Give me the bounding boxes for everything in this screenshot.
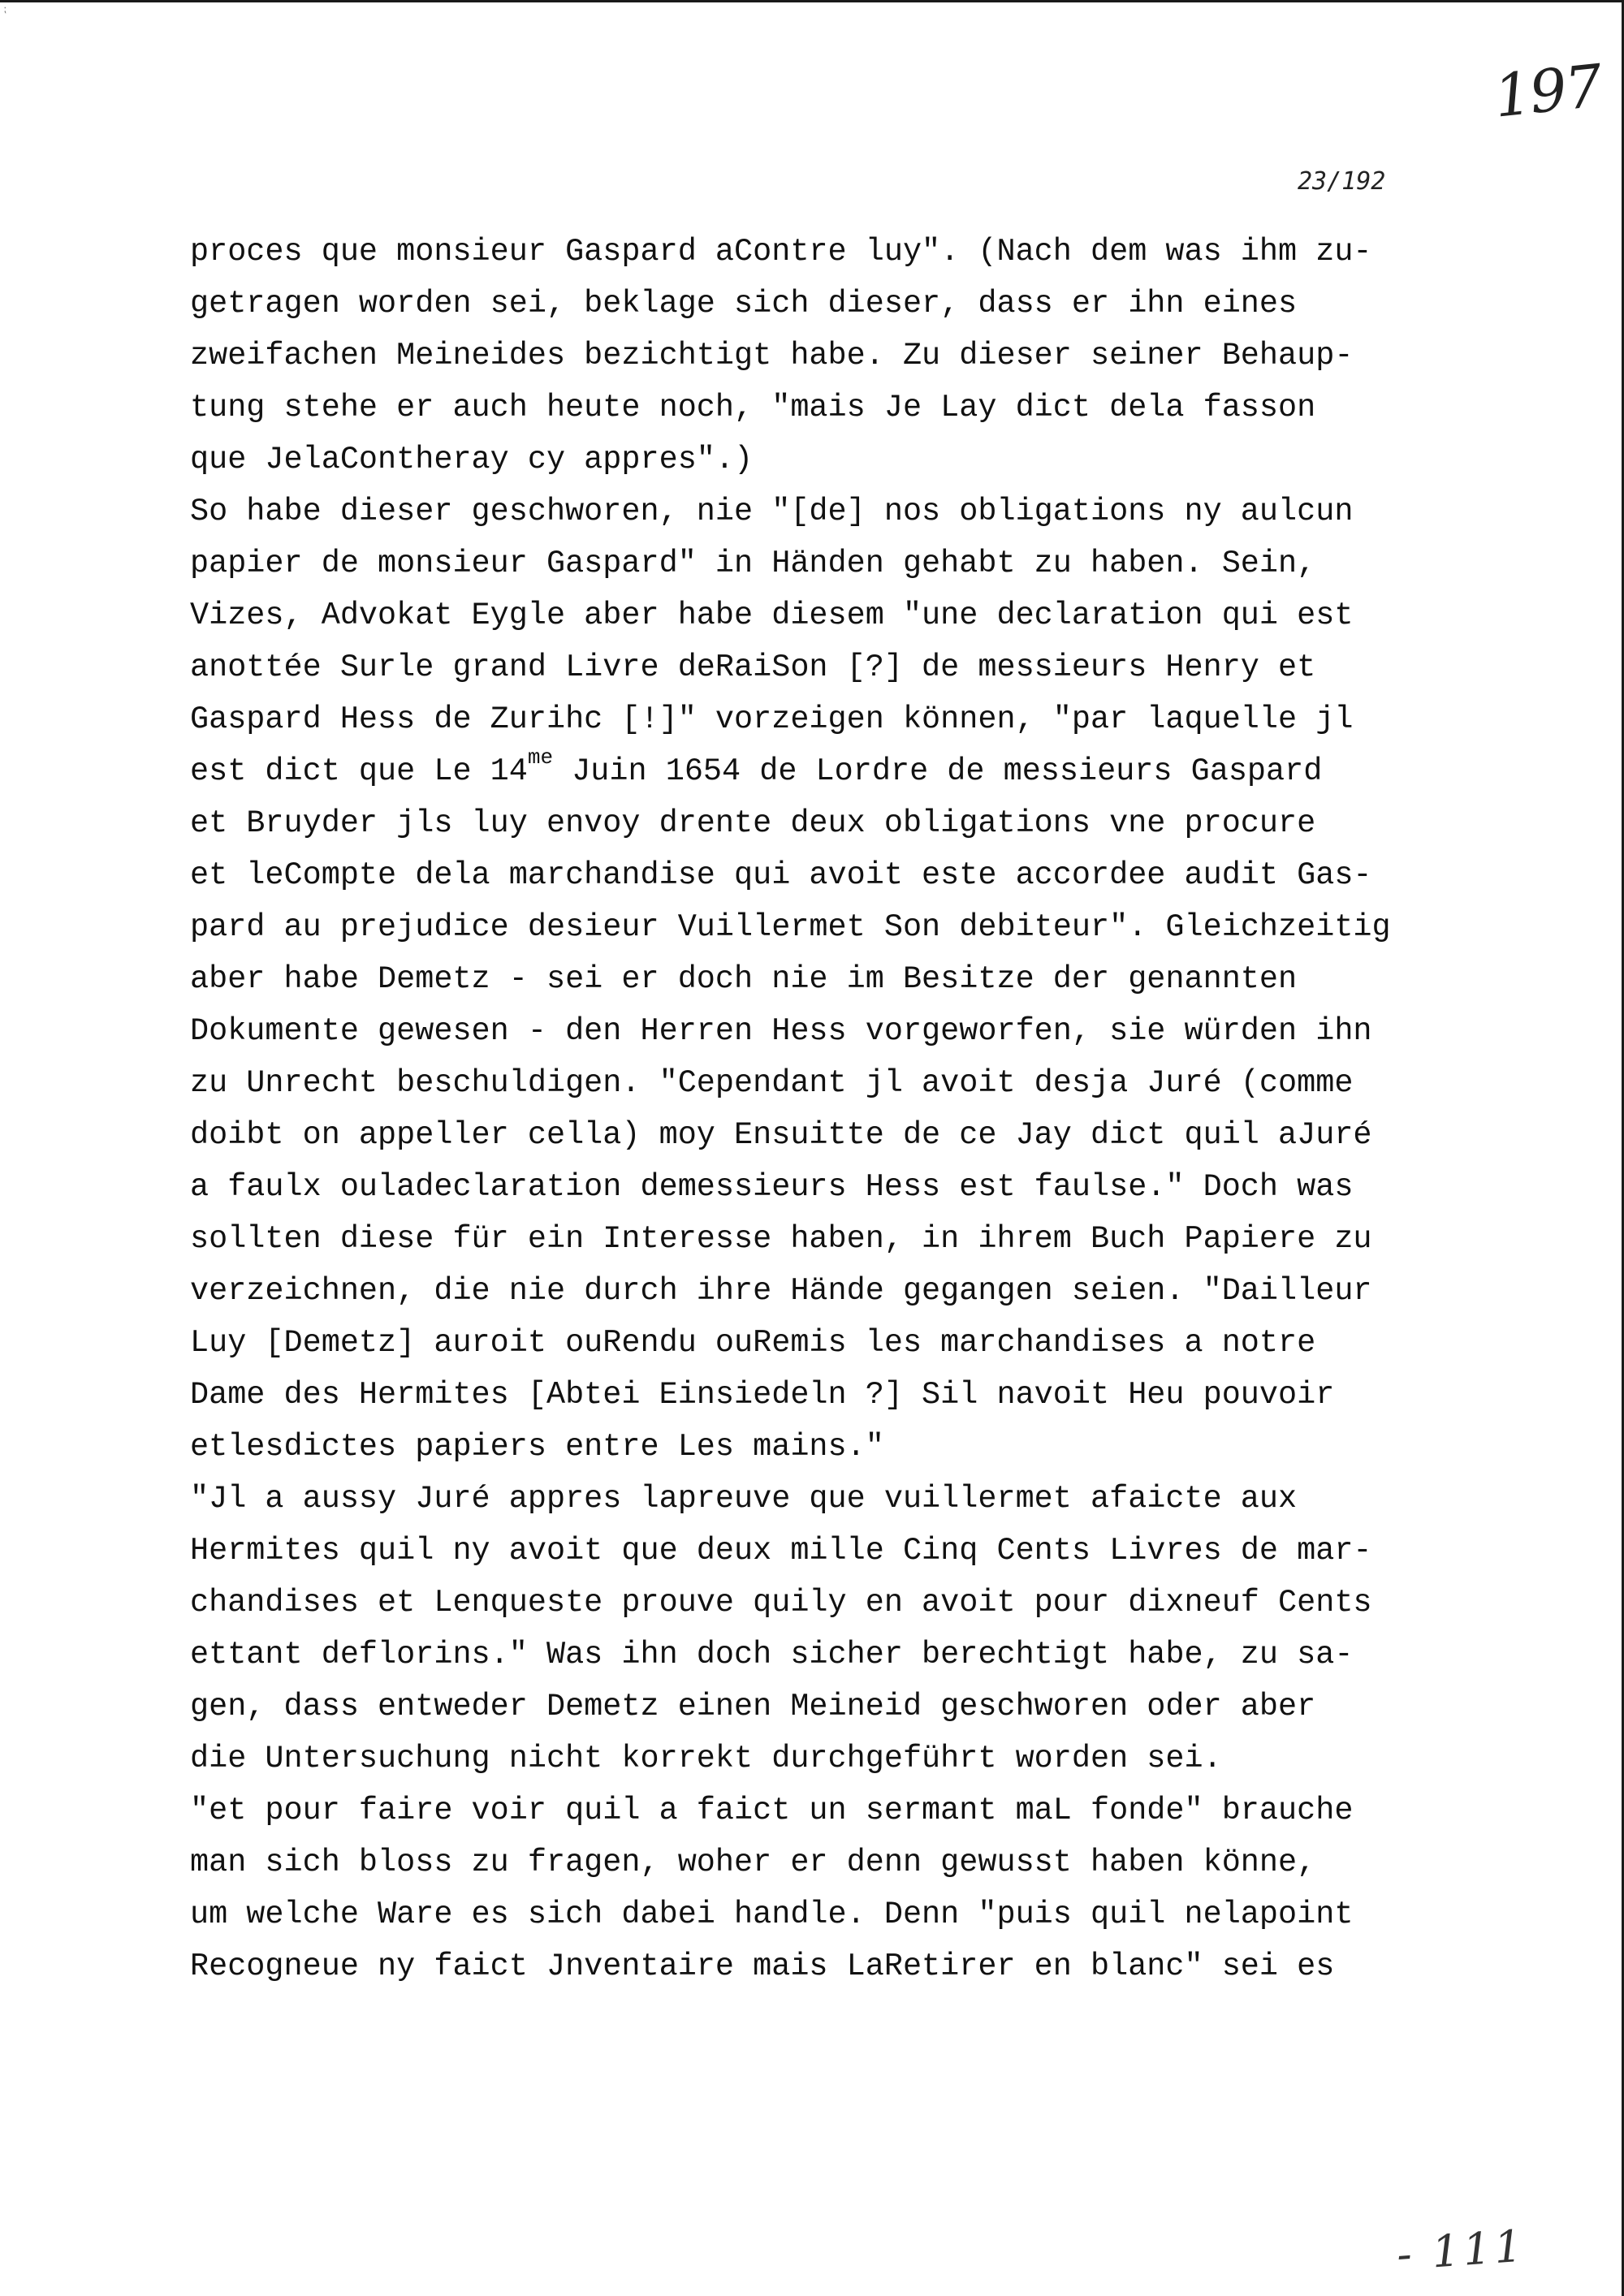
text-line: que JelaContheray cy appres".) [190,442,754,477]
text-line: doibt on appeller cella) moy Ensuitte de ce Jay dict quil aJuré [190,1117,1372,1153]
text-line: um welche Ware es sich dabei handle. Denn "puis quil nelapoint [190,1897,1354,1932]
superscript: me [527,745,554,770]
text-line: zu Unrecht beschuldigen. "Cependant jl avoit desja Juré (comme [190,1065,1354,1101]
text-line: Luy [Demetz] auroit ouRendu ouRemis les marchandises a notre [190,1325,1316,1361]
text-line: die Untersuchung nicht korrekt durchgeführt worden sei. [190,1741,1222,1776]
text-line: getragen worden sei, beklage sich dieser, dass er ihn eines [190,286,1298,322]
text-line: papier de monsieur Gaspard" in Händen gehabt zu haben. Sein, [190,546,1316,581]
text-line: Hermites quil ny avoit que deux mille Cinq Cents Livres de mar- [190,1533,1372,1569]
text-line: gen, dass entweder Demetz einen Meineid geschworen oder aber [190,1689,1316,1724]
text-line: sollten diese für ein Interesse haben, in ihrem Buch Papiere zu [190,1221,1372,1257]
text-line: man sich bloss zu fragen, woher er denn gewusst haben könne, [190,1845,1316,1880]
text-line: tung stehe er auch heute noch, "mais Je Lay dict dela fasson [190,390,1316,425]
text-segment: Juin 1654 de Lordre de messieurs Gaspard [553,753,1323,789]
text-line: a faulx ouladeclaration demessieurs Hess est faulse." Doch was [190,1169,1354,1205]
page-reference: 23/192 [1298,167,1386,196]
text-line: etlesdictes papiers entre Les mains." [190,1429,884,1465]
text-line: et leCompte dela marchandise qui avoit este accordee audit Gas- [190,857,1372,893]
text-line: et Bruyder jls luy envoy drente deux obligations vne procure [190,805,1316,841]
text-line: "Jl a aussy Juré appres lapreuve que vuillermet afaicte aux [190,1481,1298,1517]
text-line [190,745,1570,797]
text-line: Gaspard Hess de Zurihc [!]" vorzeigen können, "par laquelle jl [190,701,1354,737]
text-line: aber habe Demetz - sei er doch nie im Besitze der genannten [190,961,1298,997]
handwritten-folio-number: 197 [1490,51,1605,131]
text-line: Dame des Hermites [Abtei Einsiedeln ?] Sil navoit Heu pouvoir [190,1377,1335,1413]
text-line: verzeichnen, die nie durch ihre Hände gegangen seien. "Dailleur [190,1273,1372,1309]
text-line: So habe dieser geschworen, nie "[de] nos obligations ny aulcun [190,494,1354,529]
text-line: "et pour faire voir quil a faict un sermant maL fonde" brauche [190,1793,1354,1828]
page-border-top [0,0,1624,2]
text-line: Dokumente gewesen - den Herren Hess vorgeworfen, sie würden ihn [190,1013,1372,1049]
text-line: ettant deflorins." Was ihn doch sicher berechtigt habe, zu sa- [190,1637,1354,1672]
body-text [190,226,1570,1992]
text-line: chandises et Lenqueste prouve quily en avoit pour dixneuf Cents [190,1585,1372,1621]
corner-mark: ⁏ [3,3,7,15]
text-segment: est dict que Le 14 [190,753,528,789]
handwritten-bottom-mark: - 111 [1394,2220,1527,2281]
text-line: anottée Surle grand Livre deRaiSon [?] de messieurs Henry et [190,650,1316,685]
text-line: pard au prejudice desieur Vuillermet Son debiteur". Gleichzeitig [190,909,1391,945]
text-line: zweifachen Meineides bezichtigt habe. Zu dieser seiner Behaup- [190,338,1354,373]
text-line: Vizes, Advokat Eygle aber habe diesem "une declaration qui est [190,598,1354,633]
text-line: Recogneue ny faict Jnventaire mais LaRetirer en blanc" sei es [190,1949,1335,1984]
text-line: proces que monsieur Gaspard aContre luy". (Nach dem was ihm zu- [190,234,1372,270]
